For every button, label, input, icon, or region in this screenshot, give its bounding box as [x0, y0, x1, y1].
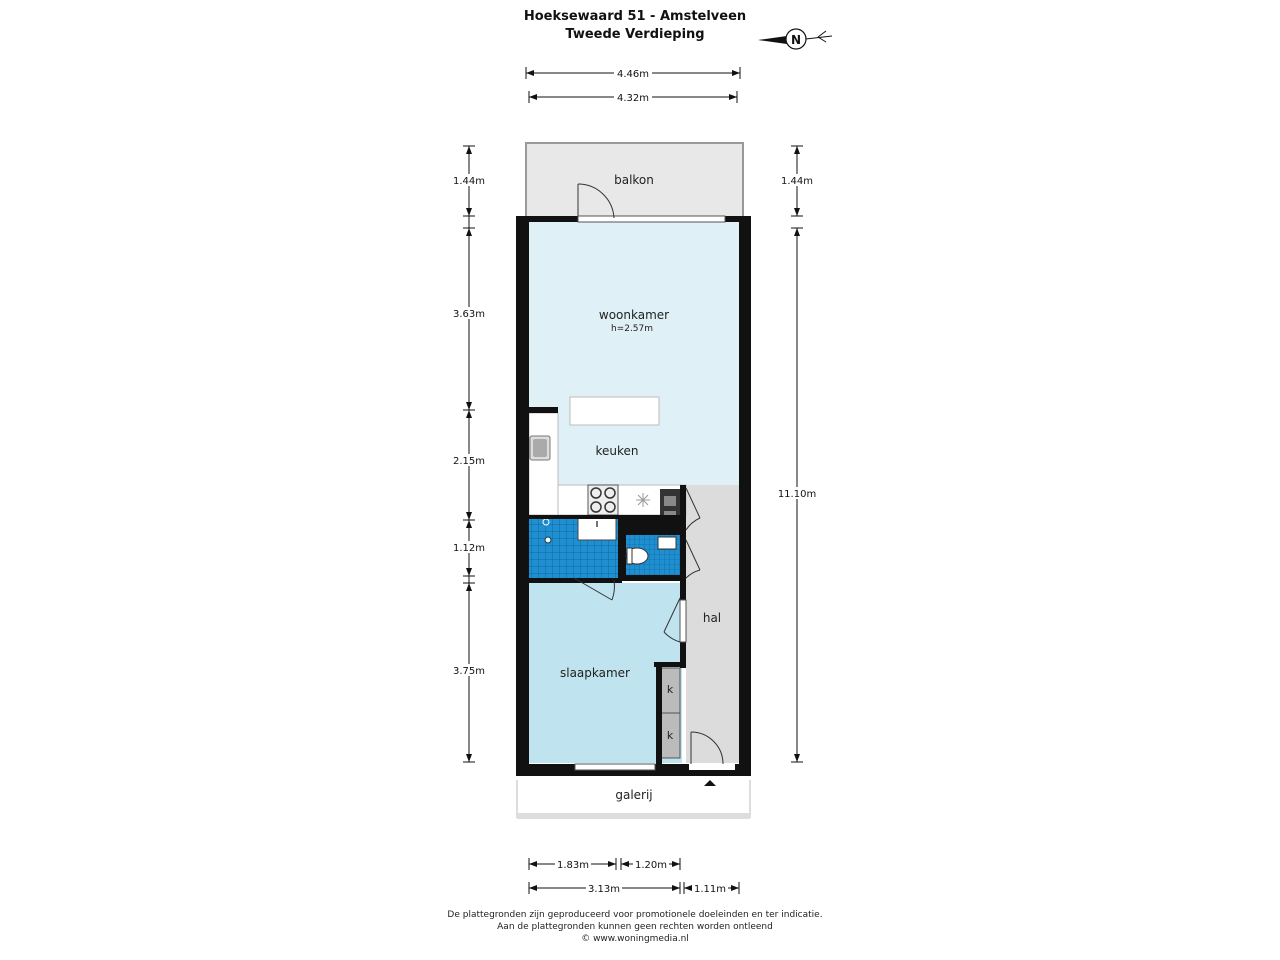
stove-icon — [588, 485, 618, 515]
room-height-woonkamer: h=2.57m — [610, 324, 654, 334]
entrance-marker-icon — [704, 780, 716, 786]
dim-bottom-3: 3.13m — [587, 884, 621, 895]
drain-icon — [545, 537, 551, 543]
dim-left-badkamer: 1.12m — [452, 543, 486, 554]
room-label-woonkamer: woonkamer — [598, 308, 670, 322]
room-label-slaapkamer: slaapkamer — [559, 666, 631, 680]
compass-north-icon — [758, 29, 832, 49]
dim-left-keuken: 2.15m — [452, 456, 486, 467]
dim-right-balkon: 1.44m — [780, 176, 814, 187]
sink-icon — [530, 436, 550, 460]
dim-top-outer: 4.46m — [616, 69, 650, 80]
room-label-galerij: galerij — [615, 788, 653, 802]
plan-title: Hoeksewaard 51 - Amstelveen — [523, 9, 747, 24]
dim-left-slaapkamer: 3.75m — [452, 666, 486, 677]
badkamer-area — [529, 518, 618, 578]
dim-bottom-2: 1.20m — [634, 860, 668, 871]
toilet-room — [620, 518, 680, 578]
room-label-balkon: balkon — [614, 173, 654, 187]
footer-copyright: © www.woningmedia.nl — [581, 934, 689, 944]
compass-letter: N — [790, 33, 802, 47]
dim-left-balkon: 1.44m — [452, 176, 486, 187]
footer-disclaimer-2: Aan de plattegronden kunnen geen rechten worden ontleend — [497, 922, 773, 932]
kitchen-island — [570, 397, 659, 425]
dim-bottom-4: 1.11m — [693, 884, 727, 895]
dim-bottom-1: 1.83m — [556, 860, 590, 871]
dim-right-total: 11.10m — [777, 489, 817, 500]
freezer-icon — [636, 493, 650, 507]
closet-label-2: k — [666, 729, 674, 742]
dim-left-woonkamer: 3.63m — [452, 309, 486, 320]
plan-subtitle: Tweede Verdieping — [565, 27, 705, 42]
room-label-hal: hal — [702, 611, 722, 625]
room-label-keuken: keuken — [595, 444, 639, 458]
right-dimension-lines — [791, 146, 803, 762]
footer-disclaimer-1: De plattegronden zijn geproduceerd voor promotionele doeleinden en ter indicatie. — [447, 910, 823, 920]
closet-label-1: k — [666, 683, 674, 696]
dim-top-inner: 4.32m — [616, 93, 650, 104]
